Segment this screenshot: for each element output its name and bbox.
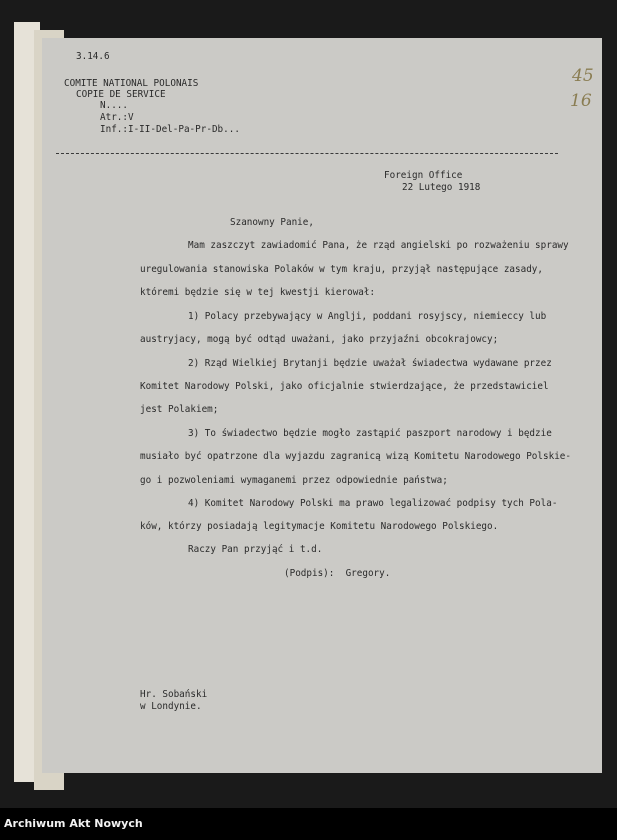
organization-name: COMITE NATIONAL POLONAIS bbox=[64, 78, 199, 89]
body-line: uregulowania stanowiska Polaków w tym kraju, przyjął następujące zasady, bbox=[140, 264, 543, 275]
body-line: Komitet Narodowy Polski, jako oficjalnie stwierdzające, że przedstawiciel bbox=[140, 381, 549, 392]
atr-field: Atr.:V bbox=[100, 112, 134, 123]
reference-number: 3.14.6 bbox=[76, 51, 110, 62]
document-page bbox=[42, 38, 602, 773]
body-line: 1) Polacy przebywający w Anglji, poddani rosyjscy, niemieccy lub bbox=[188, 311, 547, 322]
body-line: go i pozwoleniami wymaganemi przez odpowiednie państwa; bbox=[140, 475, 448, 486]
page-number-handwritten: 16 bbox=[570, 91, 592, 111]
inf-field: Inf.:I-II-Del-Pa-Pr-Db... bbox=[100, 124, 240, 135]
archive-number-handwritten: 45 bbox=[572, 66, 594, 86]
body-line: musiało być opatrzone dla wyjazdu zagranicą wizą Komitetu Narodowego Polskie- bbox=[140, 451, 571, 462]
body-line: 2) Rząd Wielkiej Brytanji będzie uważał świadectwa wydawane przez bbox=[188, 358, 552, 369]
divider-line bbox=[56, 153, 558, 154]
office-name: Foreign Office bbox=[384, 170, 463, 181]
salutation: Szanowny Panie, bbox=[230, 217, 314, 228]
signature: (Podpis): Gregory. bbox=[284, 568, 391, 579]
letter-date: 22 Lutego 1918 bbox=[402, 182, 481, 193]
body-line: 3) To świadectwo będzie mogło zastąpić paszport narodowy i będzie bbox=[188, 428, 552, 439]
paper-clip-shadow bbox=[565, 30, 605, 110]
body-line: jest Polakiem; bbox=[140, 404, 219, 415]
archive-label: Archiwum Akt Nowych bbox=[4, 817, 143, 830]
copy-label: COPIE DE SERVICE bbox=[76, 89, 166, 100]
body-line: ków, którzy posiadają legitymacje Komitetu Narodowego Polskiego. bbox=[140, 521, 499, 532]
body-line: Mam zaszczyt zawiadomić Pana, że rząd angielski po rozważeniu sprawy bbox=[188, 240, 569, 251]
body-line: 4) Komitet Narodowy Polski ma prawo legalizować podpisy tych Pola- bbox=[188, 498, 558, 509]
body-line: któremi będzie się w tej kwestji kierował: bbox=[140, 287, 376, 298]
body-line: austryjacy, mogą być odtąd uważani, jako przyjaźni obcokrajowcy; bbox=[140, 334, 499, 345]
recipient-place: w Londynie. bbox=[140, 701, 202, 712]
closing-line: Raczy Pan przyjąć i t.d. bbox=[188, 544, 323, 555]
recipient-name: Hr. Sobański bbox=[140, 689, 208, 700]
number-field: N.... bbox=[100, 100, 128, 111]
